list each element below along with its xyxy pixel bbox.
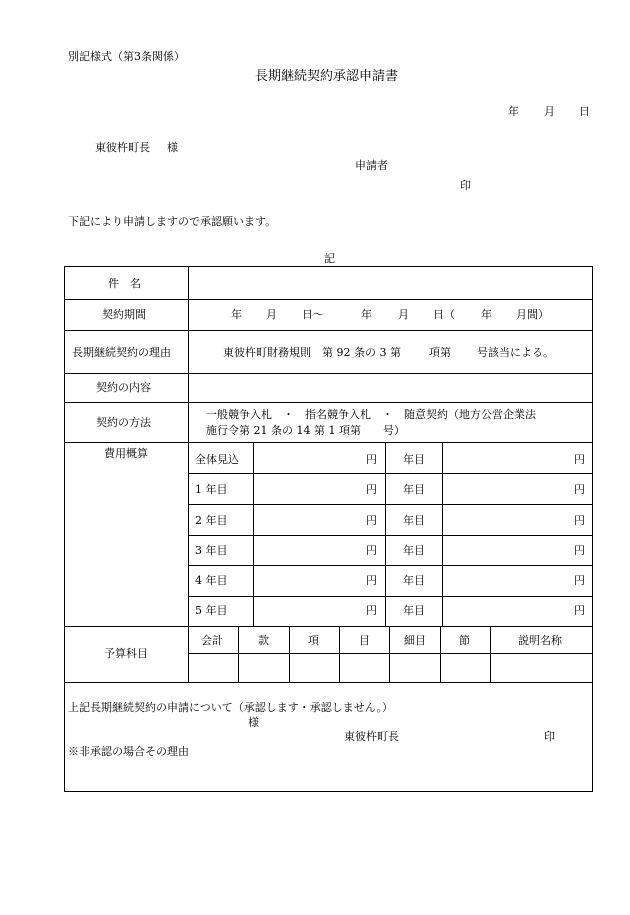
cost-yen: 円: [574, 544, 585, 557]
cost-year-label: 年目: [403, 544, 425, 557]
date-month: 月: [544, 105, 555, 118]
budget-input-moku[interactable]: [340, 654, 389, 682]
cost-yen: 円: [366, 544, 377, 557]
approval-text: 上記長期継続契約の申請について（承認します・承認しません。）: [68, 701, 393, 714]
budget-input-kaikei[interactable]: [189, 654, 238, 682]
cost-year-label: 年目: [403, 604, 425, 617]
cost-item-label: 5 年目: [195, 604, 228, 617]
date-year: 年: [508, 105, 519, 118]
cost-year-label: 年目: [403, 574, 425, 587]
approval-mayor: 東彼杵町長: [344, 730, 399, 743]
addressee-honorific: 様: [167, 141, 178, 154]
cost-yen: 円: [574, 604, 585, 617]
ki-label: 記: [324, 252, 335, 265]
cost-yen: 円: [574, 514, 585, 527]
cost-yen: 円: [366, 453, 377, 466]
budget-header-moku: 目: [359, 634, 370, 647]
cost-item-label: 1 年目: [195, 483, 228, 496]
method-label: 契約の方法: [96, 416, 151, 429]
budget-label: 予算科目: [104, 647, 148, 660]
cost-yen: 円: [366, 483, 377, 496]
reason-paragraph: 項第: [429, 346, 451, 359]
method-line2: 施行令第 21 条の 14 第 1 項第: [206, 424, 361, 437]
applicant-label: 申請者: [355, 159, 388, 172]
cost-yen: 円: [366, 514, 377, 527]
method-line1: 一般競争入札 ・ 指名競争入札 ・ 随意契約（地方公営企業法: [206, 408, 536, 421]
period-m2: 月: [398, 308, 409, 321]
cost-yen: 円: [574, 483, 585, 496]
applicant-seal: 印: [460, 179, 471, 192]
approval-note: ※非承認の場合その理由: [68, 745, 189, 758]
budget-header-saimoku: 細目: [404, 634, 426, 647]
cost-year-amount-input[interactable]: [443, 505, 592, 535]
cost-item-label: 全体見込: [195, 453, 239, 466]
cost-year-amount-input[interactable]: [443, 566, 592, 596]
cost-yen: 円: [366, 574, 377, 587]
cost-year-label: 年目: [403, 514, 425, 527]
period-y2: 年: [361, 308, 372, 321]
cost-item-label: 2 年目: [195, 514, 228, 527]
period-field[interactable]: [189, 300, 592, 330]
addressee-name: 東彼杵町長: [95, 141, 150, 154]
cost-year-amount-input[interactable]: [443, 474, 592, 504]
cost-item-label: 3 年目: [195, 544, 228, 557]
cost-yen: 円: [366, 604, 377, 617]
reason-label: 長期継続契約の理由: [72, 346, 171, 359]
approval-honorific: 様: [248, 716, 259, 729]
budget-input-kan[interactable]: [239, 654, 289, 682]
period-m1: 月: [266, 308, 277, 321]
cost-year-amount-input[interactable]: [443, 443, 592, 473]
reason-item: 号該当による。: [477, 346, 554, 359]
cost-item-label: 4 年目: [195, 574, 228, 587]
method-line2-end: 号）: [383, 424, 405, 437]
content-field[interactable]: [189, 374, 592, 402]
period-y3: 年: [481, 308, 492, 321]
approval-seal: 印: [544, 730, 555, 743]
budget-header-description: 説明名称: [518, 634, 562, 647]
content-label: 契約の内容: [96, 381, 151, 394]
period-m3: 月間）: [516, 308, 549, 321]
budget-input-setsu[interactable]: [441, 654, 490, 682]
cost-year-amount-input[interactable]: [443, 536, 592, 565]
reason-field[interactable]: [189, 331, 592, 373]
period-y1: 年: [231, 308, 242, 321]
period-d2: 日（: [433, 308, 455, 321]
budget-input-kou[interactable]: [290, 654, 339, 682]
reason-regulation: 東彼杵町財務規則 第 92 条の 3 第: [223, 346, 401, 359]
budget-input-description[interactable]: [491, 654, 592, 682]
period-d1: 日～: [302, 308, 324, 321]
item-name-field[interactable]: [189, 267, 592, 299]
period-label: 契約期間: [102, 308, 146, 321]
budget-header-kou: 項: [308, 634, 319, 647]
cost-year-label: 年目: [403, 483, 425, 496]
date-day: 日: [579, 105, 590, 118]
budget-header-setsu: 節: [459, 634, 470, 647]
form-label: 別記様式（第3条関係）: [68, 50, 185, 63]
cost-year-amount-input[interactable]: [443, 597, 592, 626]
cost-year-label: 年目: [403, 453, 425, 466]
budget-input-saimoku[interactable]: [390, 654, 440, 682]
cost-label: 費用概算: [104, 447, 148, 460]
item-name-label: 件 名: [108, 277, 141, 290]
cost-yen: 円: [574, 574, 585, 587]
cost-yen: 円: [574, 453, 585, 466]
budget-header-kaikei: 会計: [201, 634, 223, 647]
intro-text: 下記により申請しますので承認願います。: [68, 215, 277, 228]
page-title: 長期継続契約承認申請書: [255, 69, 399, 84]
budget-header-kan: 款: [258, 634, 269, 647]
